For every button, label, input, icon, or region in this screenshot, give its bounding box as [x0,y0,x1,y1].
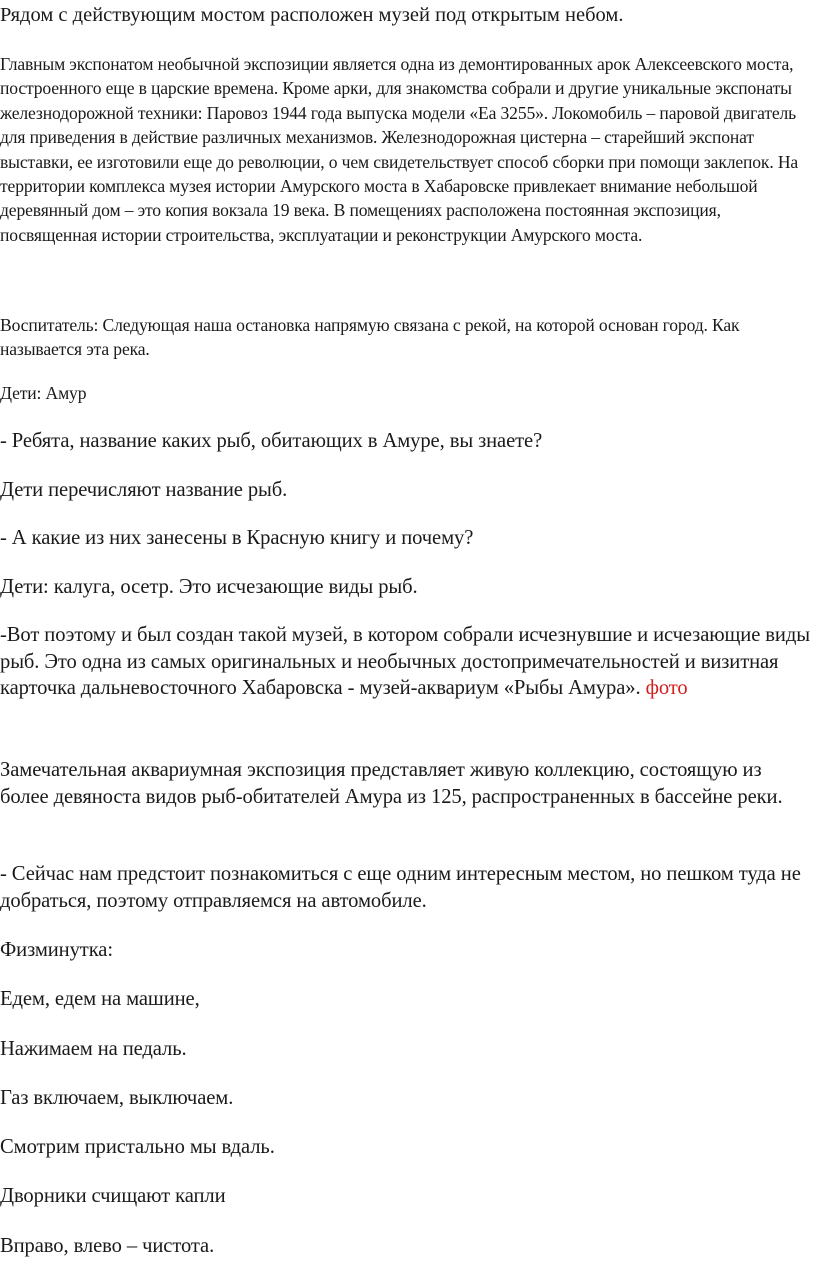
children-red-book: Дети: калуга, осетр. Это исчезающие виды рыб. [0,576,418,598]
poem-line: Вправо, влево – чистота. [0,1235,215,1257]
children-list-fish: Дети перечисляют название рыб. [0,479,288,501]
children-answer: Дети: Амур [0,383,87,403]
poem-line: Едем, едем на машине, [0,988,200,1010]
question-fish: - Ребята, название каких рыб, обитающих в Амуре, вы знаете? [0,430,543,452]
lead-sentence: Рядом с действующим мостом расположен музей под открытым небом. [0,4,624,26]
poem-line: Дворники счищают капли [0,1185,226,1207]
teacher-line: Воспитатель: Следующая наша остановка напрямую связана с рекой, на которой основан город. Как называется эта река. [0,315,740,360]
fizminutka-title: Физминутка: [0,939,113,961]
poem-line: Газ включаем, выключаем. [0,1087,234,1109]
poem-line: Нажимаем на педаль. [0,1038,187,1060]
museum-paragraph: Главным экспонатом необычной экспозиции является одна из демонтированных арок Алексеевского моста, построенного еще в царские времена. Кроме арки, для знакомства собрали и другие уникальные экспонаты железнодорожной техники: Паровоз 1944 года выпуска модели «Еа 3255». Локомобиль – паровой двигатель для приведения в действие различных механизмов. Железнодорожная цистерна – старейший экспонат выставки, ее изготовили еще до революции, о чем свидетельствует способ сборки при помощи заклепок. На территории комплекса музея истории Амурского моста в Хабаровске привлекает внимание небольшой деревянный дом – это копия вокзала 19 века. В помещениях расположена постоянная экспозиция, посвященная истории строительства, эксплуатации и реконструкции Амурского моста. [0,54,799,245]
aquarium-description: Замечательная аквариумная экспозиция представляет живую коллекцию, состоящую из более девяноста видов рыб-обитателей Амура из 125, распространенных в бассейне реки. [0,759,783,808]
photo-link[interactable]: фото [645,677,688,699]
poem-line: Смотрим пристально мы вдаль. [0,1136,275,1158]
question-red-book: - А какие из них занесены в Красную книгу и почему? [0,527,474,549]
next-place-paragraph: - Сейчас нам предстоит познакомиться с еще одним интересным местом, но пешком туда не добраться, поэтому отправляемся на автомобиле. [0,863,801,912]
aquarium-intro-paragraph [0,622,812,702]
aquarium-intro-text: -Вот поэтому и был создан такой музей, в котором собрали исчезнувшие и исчезающие виды рыб. Это одна из самых оригинальных и необычных достопримечательностей и визитная карточка дальневосточного Хабаровска - музей-аквариум «Рыбы Амура». [0,624,810,699]
